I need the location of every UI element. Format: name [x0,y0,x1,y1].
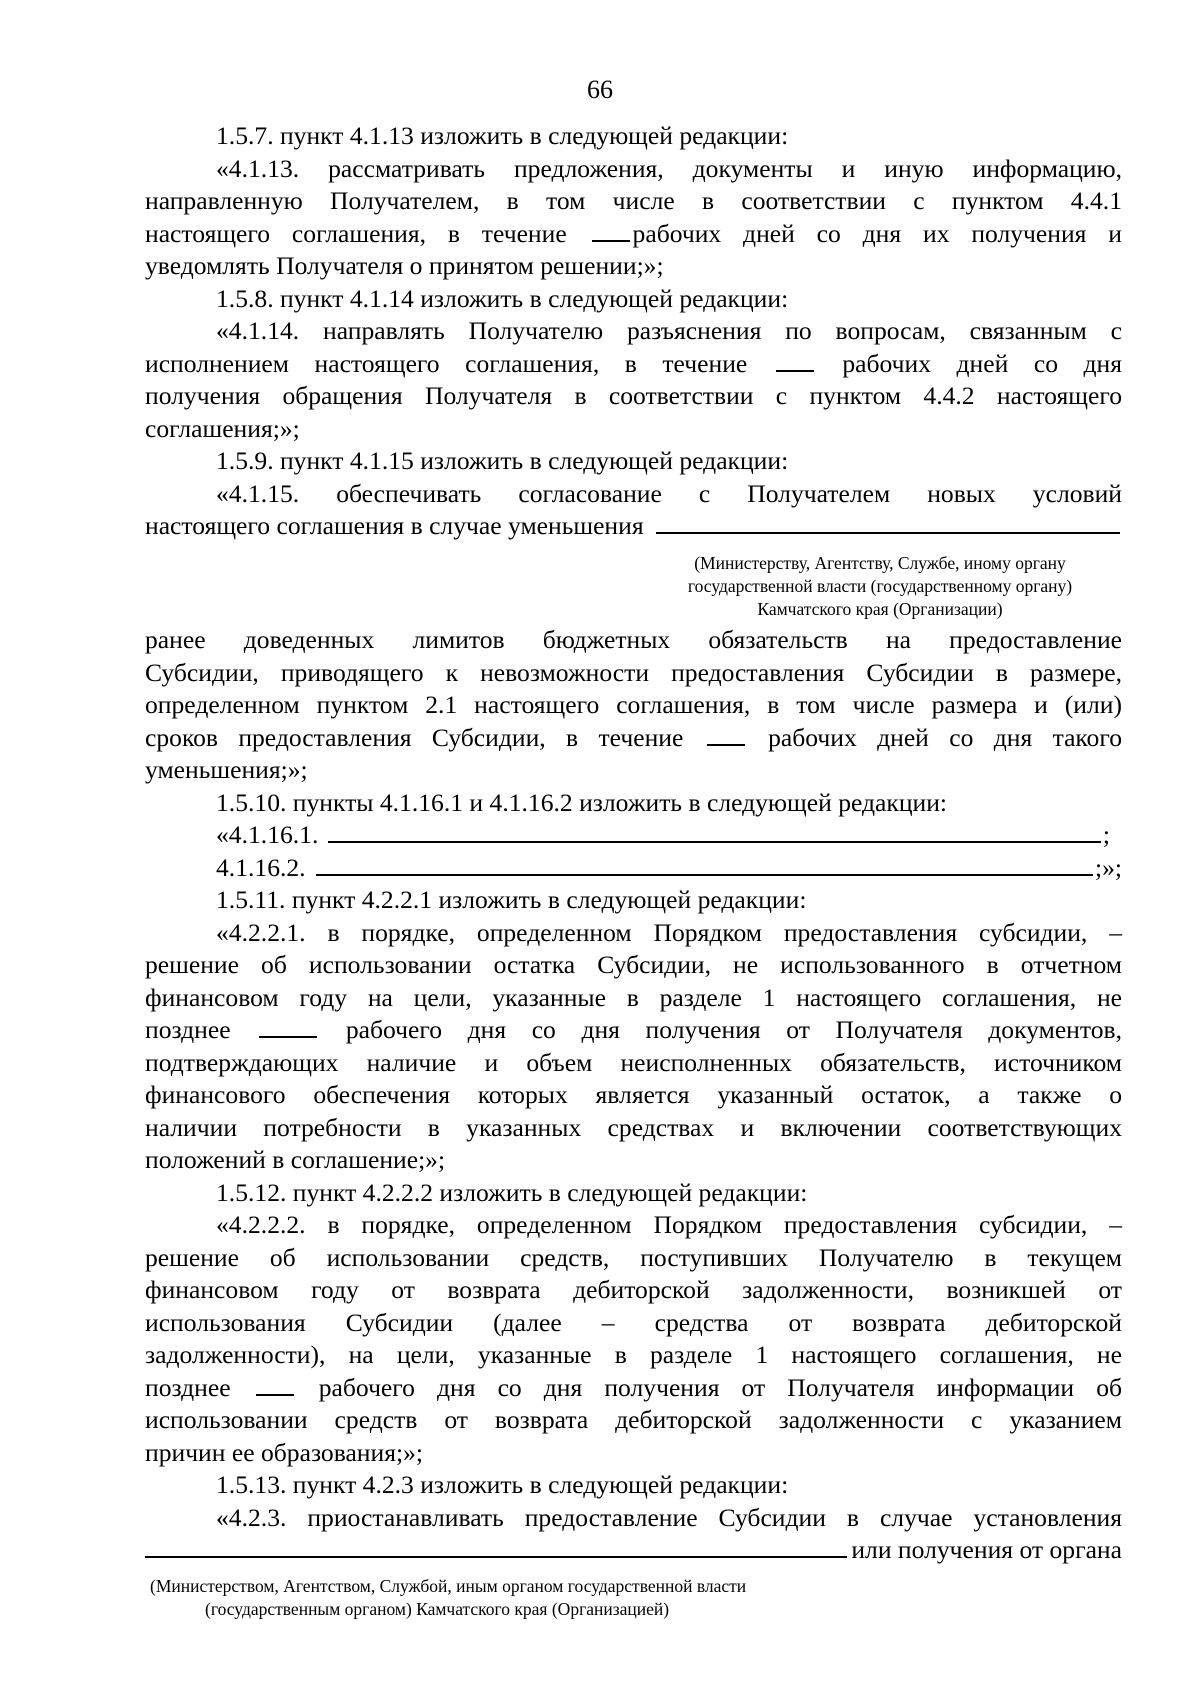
text-line: получения обращения Получателя в соответствии с пунктом 4.4.2 настоящего [145,381,1122,410]
text-line: «4.1.14. направлять Получателю разъяснения по вопросам, связанным с [216,316,1122,345]
text-fragment: рабочих дней со дня такого [768,722,1123,752]
footnote-organ-dative [660,552,1100,620]
text-block-2 [145,624,1122,1567]
text-line: использовании средств от возврата дебиторской задолженности с указанием [145,1405,1122,1434]
text-line [145,819,1110,852]
note-line: государственной власти (государственному органу) [687,575,1073,596]
text-line: финансового обеспечения которых является указанный остаток, а также о [145,1080,1122,1109]
text-line [145,348,1122,381]
text-fragment: рабочего дня со дня получения от Получателя документов, [345,1015,1123,1044]
text-fragment: позднее [145,1372,231,1402]
note-line: Камчатского края (Организации) [757,598,1003,619]
text-line [145,722,1122,755]
blank-field [259,1036,317,1038]
blank-field [656,532,1120,534]
text-line: 1.5.12. пункт 4.2.2.2 изложить в следующей редакции: [216,1177,808,1207]
text-line: 1.5.13. пункт 4.2.3 изложить в следующей редакции: [216,1470,789,1499]
text-line: уведомлять Получателя о принятом решении;»; [145,251,664,280]
text-fragment: ;»; [1094,852,1122,882]
text-line: причин ее образования;»; [145,1437,423,1467]
text-line: 1.5.10. пункты 4.1.16.1 и 4.1.16.2 изложить в следующей редакции: [216,787,948,817]
blank-field [145,1556,847,1558]
text-line [145,1014,1122,1047]
text-line [145,1534,1122,1567]
note-line: (государственным органом) Камчатского края (Организацией) [205,1598,670,1619]
text-fragment: исполнением настоящего соглашения, в течение [145,348,748,378]
blank-field [592,240,630,242]
text-line: подтверждающих наличие и объем неисполненных обязательств, источником [145,1047,1122,1077]
text-line: наличии потребности в указанных средствах и включении соответствующих [145,1112,1122,1142]
text-line: ранее доведенных лимитов бюджетных обязательств на предоставление [145,625,1122,654]
text-fragment: настоящего соглашения в случае уменьшения [145,511,644,540]
text-line: Субсидии, приводящего к невозможности предоставления Субсидии в размере, [145,657,1122,687]
note-line: (Министерству, Агентству, Службе, иному органу [694,553,1066,573]
text-line: уменьшения;»; [145,755,308,784]
blank-field [776,370,814,372]
text-fragment: позднее [145,1015,231,1044]
note-line: (Министерством, Агентством, Службой, иным органом государственной власти [150,1576,747,1596]
text-line: решение об использовании остатка Субсидии, не использованного в отчетном [145,950,1122,979]
text-line [145,1372,1122,1405]
text-line: «4.2.2.1. в порядке, определенном Порядком предоставления субсидии, – [216,917,1122,947]
text-fragment: рабочего дня со дня получения от Получателя информации об [318,1372,1123,1402]
footnote-organ-instrumental [150,1575,850,1621]
text-fragment: рабочих дней со дня [842,348,1123,378]
text-fragment: 4.1.16.2. [216,852,306,882]
text-fragment: рабочих дней со дня их получения и [632,218,1122,248]
text-line: 1.5.9. пункт 4.1.15 изложить в следующей редакции: [216,446,789,475]
blank-field [328,841,1101,843]
text-line: задолженности), на цели, указанные в разделе 1 настоящего соглашения, не [145,1340,1122,1369]
text-line: финансовом году на цели, указанные в разделе 1 настоящего соглашения, не [145,982,1122,1012]
text-line: «4.1.13. рассматривать предложения, документы и иную информацию, [216,153,1122,183]
text-fragment: сроков предоставления Субсидии, в течение [145,722,684,752]
text-line: 1.5.7. пункт 4.1.13 изложить в следующей редакции: [216,121,789,150]
text-line: 1.5.8. пункт 4.1.14 изложить в следующей редакции: [216,283,789,313]
text-line: определенном пунктом 2.1 настоящего соглашения, в том числе размера и (или) [145,690,1122,719]
text-line: использования Субсидии (далее – средства от возврата дебиторской [145,1307,1122,1337]
text-fragment: или получения от органа [851,1535,1122,1564]
text-line [145,218,1122,251]
text-line: положений в соглашение;»; [145,1145,446,1174]
text-fragment: «4.1.16.1. [216,820,319,849]
page-number: 66 [587,75,613,104]
text-line: направленную Получателем, в том числе в соответствии с пунктом 4.4.1 [145,186,1122,215]
blank-field [316,874,1093,876]
text-line: финансовом году от возврата дебиторской задолженности, возникшей от [145,1275,1122,1304]
text-fragment: ; [1102,820,1110,849]
text-line: соглашения;»; [145,413,300,443]
text-line: «4.2.2.2. в порядке, определенном Порядком предоставления субсидии, – [216,1210,1122,1239]
text-line [145,852,1122,885]
text-line: 1.5.11. пункт 4.2.2.1 изложить в следующей редакции: [216,885,807,914]
text-line: решение об использовании средств, поступивших Получателю в текущем [145,1242,1122,1272]
text-line [145,510,1122,543]
text-fragment: настоящего соглашения, в течение [145,218,567,248]
blank-field [256,1394,294,1396]
text-line: «4.1.15. обеспечивать согласование с Получателем новых условий [216,478,1122,508]
text-line: «4.2.3. приостанавливать предоставление Субсидии в случае установления [216,1502,1122,1532]
text-block-1 [145,120,1122,543]
blank-field [707,744,745,746]
